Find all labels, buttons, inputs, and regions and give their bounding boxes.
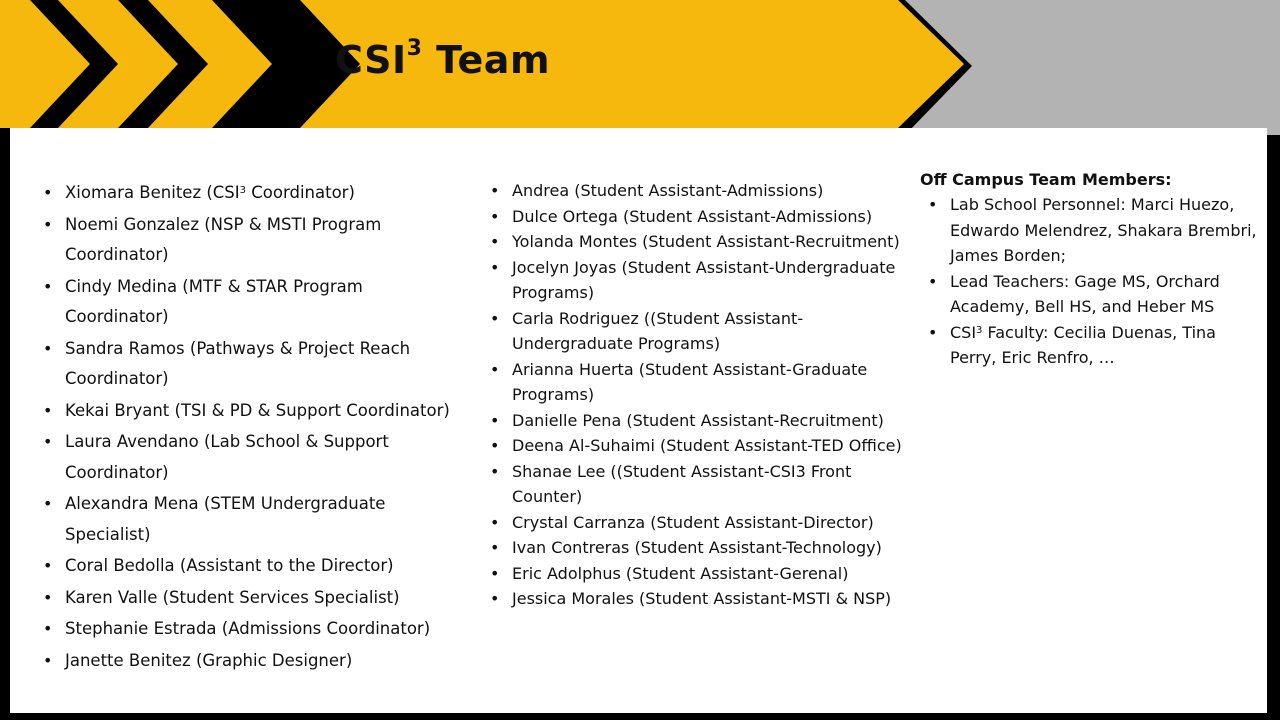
list-item: • Jessica Morales (Student Assistant-MSTI & NSP): [482, 586, 902, 612]
list-item: • Coral Bedolla (Assistant to the Director): [35, 551, 455, 582]
off-campus-heading: Off Campus Team Members:: [920, 170, 1172, 189]
page-title: CSI$^3$ Team: [335, 36, 551, 82]
list-item: • Alexandra Mena (STEM Undergraduate Specialist): [35, 489, 455, 550]
list-item: • Stephanie Estrada (Admissions Coordinator): [35, 614, 455, 645]
student-assistant-list: [482, 178, 902, 612]
off-campus-list: [920, 192, 1260, 371]
list-item: • CSI$^3$ Faculty: Cecilia Duenas, Tina Perry, Eric Renfro, …: [920, 320, 1260, 371]
list-item: • Andrea (Student Assistant-Admissions): [482, 178, 902, 204]
list-item: • Jocelyn Joyas (Student Assistant-Undergraduate Programs): [482, 255, 902, 306]
list-item: • Kekai Bryant (TSI & PD & Support Coordinator): [35, 396, 455, 427]
list-item: • Karen Valle (Student Services Specialist): [35, 583, 455, 614]
list-item: • Laura Avendano (Lab School & Support Coordinator): [35, 427, 455, 488]
list-item: • Arianna Huerta (Student Assistant-Graduate Programs): [482, 357, 902, 408]
staff-list: [35, 178, 455, 677]
list-item: • Lead Teachers: Gage MS, Orchard Academy, Bell HS, and Heber MS: [920, 269, 1260, 320]
chevron-banner: [0, 0, 1280, 135]
list-item: • Lab School Personnel: Marci Huezo, Edwardo Melendrez, Shakara Brembri, James Borden;: [920, 192, 1260, 269]
list-item: • Shanae Lee ((Student Assistant-CSI3 Front Counter): [482, 459, 902, 510]
list-item: • Carla Rodriguez ((Student Assistant-Undergraduate Programs): [482, 306, 902, 357]
list-item: • Ivan Contreras (Student Assistant-Technology): [482, 535, 902, 561]
list-item: • Eric Adolphus (Student Assistant-Gerenal): [482, 561, 902, 587]
list-item: • Sandra Ramos (Pathways & Project Reach Coordinator): [35, 334, 455, 395]
list-item: • Cindy Medina (MTF & STAR Program Coordinator): [35, 272, 455, 333]
list-item: • Dulce Ortega (Student Assistant-Admissions): [482, 204, 902, 230]
list-item: • Danielle Pena (Student Assistant-Recruitment): [482, 408, 902, 434]
list-item: • Janette Benitez (Graphic Designer): [35, 646, 455, 677]
list-item: • Yolanda Montes (Student Assistant-Recruitment): [482, 229, 902, 255]
list-item: • Noemi Gonzalez (NSP & MSTI Program Coordinator): [35, 210, 455, 271]
list-item: • Crystal Carranza (Student Assistant-Director): [482, 510, 902, 536]
list-item: • Deena Al-Suhaimi (Student Assistant-TED Office): [482, 433, 902, 459]
arrow-shadow: [905, 0, 1280, 135]
list-item: • Xiomara Benitez (CSI$^3$ Coordinator): [35, 178, 455, 209]
